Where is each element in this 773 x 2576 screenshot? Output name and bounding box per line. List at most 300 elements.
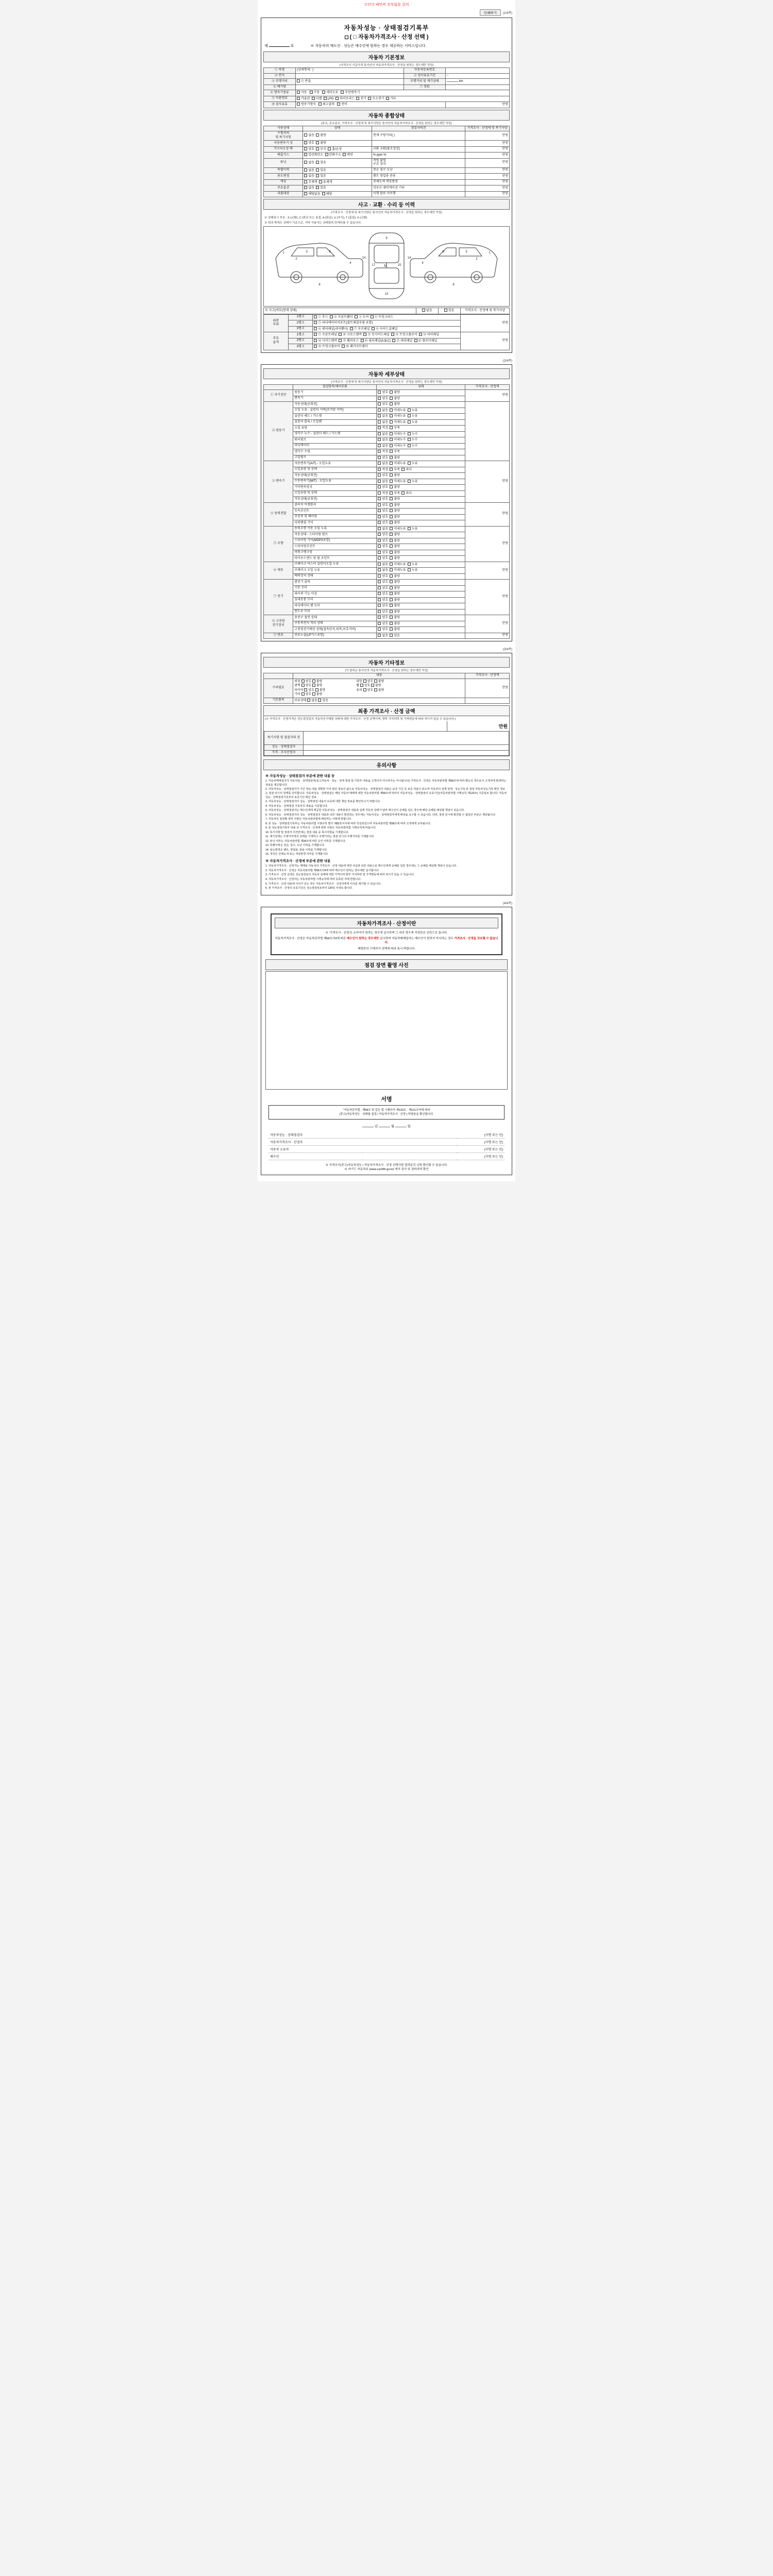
value-baegi[interactable] (296, 84, 404, 90)
checkbox-icon-out2-1[interactable] (350, 327, 353, 330)
checkbox-icon-o0-0-b[interactable] (312, 680, 315, 683)
detail-item-options[interactable] (377, 402, 465, 408)
price-assessor-value[interactable] (304, 750, 509, 756)
checkbox-icon-fuel-6[interactable] (386, 97, 389, 100)
checkbox-icon-d7-2-0[interactable] (378, 628, 381, 631)
checkbox-icon-trans-2[interactable] (322, 91, 325, 94)
checkbox-icon-hs-1[interactable] (318, 103, 322, 106)
checkbox-icon-d1-4-1[interactable] (390, 426, 393, 429)
overall-row-amount[interactable]: 만원 (465, 152, 510, 159)
checkbox-icon-d2-5-2[interactable] (401, 492, 405, 495)
checkbox-icon-d3-0-1[interactable] (390, 503, 393, 506)
detail-item-options[interactable] (377, 490, 465, 497)
detail-item-options[interactable] (377, 455, 465, 461)
detail-group-amount[interactable] (465, 402, 510, 461)
checkbox-icon-d2-5-1[interactable] (390, 492, 393, 495)
other-cell[interactable] (294, 699, 356, 703)
checkbox-icon-ov7-1[interactable] (319, 180, 322, 183)
overall-row-options[interactable] (303, 141, 372, 147)
checkbox-icon[interactable] (345, 36, 348, 39)
checkbox-icon-fuel-4[interactable] (356, 97, 359, 100)
detail-item-options[interactable] (377, 585, 465, 591)
checkbox-icon-fuel-2[interactable] (324, 97, 327, 100)
checkbox-icon-d2-1-0[interactable] (378, 468, 381, 471)
checkbox-icon-out0-1[interactable] (330, 315, 333, 318)
checkbox-icon-o0-1-a[interactable] (363, 680, 366, 683)
checkbox-icon-frm0-4[interactable] (419, 333, 422, 336)
checkbox-icon-ov8-1[interactable] (316, 186, 319, 189)
checkbox-icon-d4-5-1[interactable] (390, 556, 393, 560)
detail-item-options[interactable] (377, 615, 465, 621)
checkbox-icon-out2-2[interactable] (372, 327, 375, 330)
checkbox-icon-o0-1-b[interactable] (374, 680, 377, 683)
checkbox-icon-d6-5-1[interactable] (390, 610, 393, 613)
detail-item-options[interactable] (377, 408, 465, 414)
checkbox-icon-out0-0[interactable] (314, 315, 317, 318)
overall-row-opinion[interactable]: 전손 침수 도난 (372, 167, 465, 174)
checkbox-icon-d2-6-1[interactable] (390, 497, 393, 500)
checkbox-icon-trans-3[interactable] (341, 91, 344, 94)
detail-item-options[interactable] (377, 431, 465, 437)
checkbox-icon-d4-0-1[interactable] (390, 527, 393, 530)
checkbox-icon-d2-1-2[interactable] (401, 468, 405, 471)
detail-item-options[interactable] (377, 443, 465, 449)
panel-items[interactable] (313, 314, 460, 320)
checkbox-icon-fuel-3[interactable] (335, 97, 339, 100)
checkbox-icon-d2-3-1[interactable] (390, 480, 393, 483)
checkbox-icon-d4-2-1[interactable] (390, 539, 393, 542)
checkbox-icon-d2-1-1[interactable] (390, 468, 393, 471)
other-cell[interactable] (356, 688, 418, 693)
value-mile[interactable] (445, 79, 509, 85)
detail-item-options[interactable] (377, 497, 465, 503)
panel-amount[interactable]: 만원 (460, 314, 509, 332)
checkbox-icon-d6-4-1[interactable] (390, 604, 393, 607)
checkbox-icon-d1-0-0[interactable] (378, 402, 381, 405)
checkbox-icon-d6-2-1[interactable] (390, 592, 393, 595)
checkbox-icon-d1-5-2[interactable] (408, 432, 411, 435)
checkbox-icon-d0-1-0[interactable] (378, 397, 381, 400)
checkbox-icon-d1-6-0[interactable] (378, 438, 381, 441)
overall-row-amount[interactable]: 만원 (465, 131, 510, 141)
checkbox-icon-d7-2-1[interactable] (390, 628, 393, 631)
detail-item-options[interactable] (377, 437, 465, 444)
overall-row-amount[interactable]: 만원 (465, 141, 510, 147)
checkbox-icon-d5-0-1[interactable] (390, 563, 393, 566)
overall-row-opinion[interactable] (372, 141, 465, 147)
checkbox-icon-ov4-1[interactable] (316, 161, 319, 164)
checkbox-icon-d4-2-0[interactable] (378, 539, 381, 542)
other-cell[interactable] (356, 684, 418, 688)
print-button[interactable]: 인쇄하기 (480, 9, 501, 16)
final-price-value-row[interactable] (264, 721, 509, 731)
value-regnum[interactable] (445, 68, 509, 74)
checkbox-icon-d1-8-1[interactable] (390, 450, 393, 453)
checkbox-icon-frm0-2[interactable] (363, 333, 366, 336)
checkbox-icon-d1-3-0[interactable] (378, 420, 381, 423)
detail-item-options[interactable] (377, 502, 465, 509)
value-jeongwon[interactable] (445, 84, 509, 90)
value-amount-basic[interactable] (445, 102, 509, 108)
checkbox-icon-d1-9-1[interactable] (390, 456, 393, 459)
other-cell[interactable] (294, 680, 356, 684)
other-cell[interactable] (294, 692, 356, 697)
checkbox-icon-d2-4-1[interactable] (390, 485, 393, 488)
final-price-value[interactable]: 만원 (498, 724, 508, 729)
panel-items[interactable] (313, 320, 460, 327)
checkbox-icon-o0-5-b[interactable] (374, 688, 377, 691)
checkbox-icon-d1-3-2[interactable] (408, 420, 411, 423)
checkbox-icon-juhaeng-1[interactable] (297, 79, 300, 82)
checkbox-icon-o0-3-a[interactable] (360, 684, 363, 687)
checkbox-icon-d1-4-0[interactable] (378, 426, 381, 429)
other-cell[interactable] (294, 684, 356, 688)
panel-items[interactable] (313, 338, 460, 344)
checkbox-icon-d1-3-1[interactable] (390, 420, 393, 423)
checkbox-icon-d7-1-0[interactable] (378, 622, 381, 625)
overall-row-options[interactable] (303, 179, 372, 185)
overall-row-options[interactable] (303, 152, 372, 159)
checkbox-icon-d6-0-0[interactable] (378, 580, 381, 583)
checkbox-icon-d5-0-0[interactable] (378, 563, 381, 566)
checkbox-icon-acc-yes[interactable] (444, 309, 447, 312)
checkbox-icon-d3-3-1[interactable] (390, 521, 393, 524)
detail-item-options[interactable] (377, 568, 465, 574)
overall-row-options[interactable] (303, 146, 372, 152)
checkbox-icon-frm0-0[interactable] (314, 333, 317, 336)
checkbox-icon-d7-0-1[interactable] (390, 616, 393, 619)
checkbox-icon-out0-3[interactable] (371, 315, 374, 318)
overall-row-amount[interactable]: 만원 (465, 191, 510, 197)
checkbox-icon-d4-4-1[interactable] (390, 551, 393, 554)
detail-item-options[interactable] (377, 449, 465, 455)
checkbox-icon-out2-0[interactable] (314, 327, 317, 330)
checkbox-icon-d4-3-1[interactable] (390, 545, 393, 548)
other-row-amount[interactable] (465, 698, 510, 704)
accident-none-row[interactable] (264, 308, 416, 314)
checkbox-icon-ov1-0[interactable] (304, 141, 307, 144)
checkbox-icon-d2-6-0[interactable] (378, 497, 381, 500)
checkbox-icon-o0-3-b[interactable] (371, 684, 374, 687)
checkbox-icon-d1-9-0[interactable] (378, 456, 381, 459)
checkbox-icon-d4-1-0[interactable] (378, 533, 381, 536)
checkbox-icon-o1-0-b[interactable] (318, 699, 321, 702)
detail-item-options[interactable] (377, 597, 465, 603)
checkbox-icon-frm1-0[interactable] (314, 339, 317, 342)
overall-row-opinion[interactable]: 렌트 영업용 관용 (372, 174, 465, 180)
checkbox-icon-frm1-4[interactable] (414, 339, 417, 342)
detail-group-amount[interactable]: 만원 (465, 615, 510, 633)
checkbox-icon-ov2-0[interactable] (304, 147, 307, 150)
overall-row-opinion[interactable]: 전체도색 색상변경 (372, 179, 465, 185)
doc-number-input[interactable] (269, 46, 290, 47)
detail-item-options[interactable] (377, 526, 465, 532)
checkbox-icon-ov2-1[interactable] (316, 147, 319, 150)
checkbox-icon-frm1-1[interactable] (339, 339, 342, 342)
checkbox-icon-d0-1-1[interactable] (390, 397, 393, 400)
overall-row-opinion[interactable]: 현재 수량거리( ) (372, 131, 465, 141)
detail-group-amount[interactable]: 만원 (465, 633, 510, 639)
detail-item-options[interactable] (377, 609, 465, 615)
overall-row-amount[interactable]: 만원 (465, 146, 510, 152)
detail-item-options[interactable] (377, 573, 465, 580)
signature-date-row[interactable] (263, 1120, 510, 1131)
checkbox-icon-frm2-0[interactable] (314, 345, 317, 348)
checkbox-icon-d0-0-1[interactable] (390, 391, 393, 394)
checkbox-icon-o0-2-a[interactable] (301, 684, 305, 687)
checkbox-icon-o0-4-a[interactable] (304, 688, 307, 691)
detail-item-options[interactable] (377, 509, 465, 515)
checkbox-icon-hs-0[interactable] (297, 103, 300, 106)
detail-item-options[interactable] (377, 396, 465, 402)
checkbox-icon-o0-0-a[interactable] (301, 680, 305, 683)
overall-row-amount[interactable]: 만원 (465, 158, 510, 167)
checkbox-icon-d3-1-0[interactable] (378, 509, 381, 512)
checkbox-icon-d2-2-0[interactable] (378, 473, 381, 477)
checkbox-icon-d1-6-2[interactable] (408, 438, 411, 441)
checkbox-icon-d1-6-1[interactable] (390, 438, 393, 441)
checkbox-icon-d5-2-0[interactable] (378, 574, 381, 578)
checkbox-icon-d6-1-0[interactable] (378, 586, 381, 589)
overall-row-opinion[interactable]: % ppm % (372, 152, 465, 159)
other-cell[interactable] (294, 688, 356, 693)
checkbox-icon-d3-2-1[interactable] (390, 515, 393, 518)
checkbox-icon-frm0-1[interactable] (339, 333, 342, 336)
checkbox-icon-ov6-1[interactable] (316, 174, 319, 177)
checkbox-icon-d2-3-2[interactable] (408, 480, 411, 483)
other-cell[interactable] (356, 680, 418, 684)
value-chamyeong[interactable] (296, 68, 404, 74)
checkbox-icon-d1-1-2[interactable] (408, 409, 411, 412)
checkbox-icon-d3-2-0[interactable] (378, 515, 381, 518)
panel-items[interactable] (313, 344, 460, 350)
checkbox-icon-d0-0-0[interactable] (378, 391, 381, 394)
detail-item-options[interactable] (377, 467, 465, 473)
checkbox-icon-d6-3-0[interactable] (378, 598, 381, 601)
checkbox-icon-frm1-3[interactable] (392, 339, 395, 342)
checkbox-icon-d2-4-0[interactable] (378, 485, 381, 488)
detail-item-options[interactable] (377, 627, 465, 633)
checkbox-icon-d4-4-0[interactable] (378, 551, 381, 554)
checkbox-icon-d6-0-1[interactable] (390, 580, 393, 583)
checkbox-icon-d1-1-0[interactable] (378, 409, 381, 412)
detail-group-amount[interactable]: 만원 (465, 461, 510, 503)
checkbox-icon-d4-0-0[interactable] (378, 527, 381, 530)
detail-item-options[interactable] (377, 473, 465, 479)
checkbox-icon-ov1-1[interactable] (316, 141, 319, 144)
detail-item-options[interactable] (377, 544, 465, 550)
signature-row-input[interactable] (363, 1146, 457, 1153)
detail-group-amount[interactable]: 만원 (465, 502, 510, 526)
detail-group-amount[interactable]: 만원 (465, 562, 510, 580)
checkbox-icon-d3-1-1[interactable] (390, 509, 393, 512)
other-row-values[interactable] (293, 698, 465, 704)
checkbox-icon-d1-2-1[interactable] (390, 414, 393, 417)
overall-row-opinion[interactable]: 선루프 내비게이션 기타 (372, 185, 465, 192)
value-yeonsik[interactable] (296, 73, 404, 79)
overall-row-opinion[interactable]: 적법 불법 구조 장치 (372, 158, 465, 167)
detail-group-amount[interactable]: 만원 (465, 580, 510, 615)
checkbox-icon-d7-1-1[interactable] (390, 622, 393, 625)
checkbox-icon-o0-6-a[interactable] (301, 692, 305, 696)
price-inspector-value[interactable] (304, 745, 509, 751)
checkbox-icon-d2-0-0[interactable] (378, 462, 381, 465)
checkbox-icon-d1-5-0[interactable] (378, 432, 381, 435)
checkbox-icon-d6-1-1[interactable] (390, 586, 393, 589)
detail-item-options[interactable] (377, 426, 465, 432)
checkbox-icon-d2-2-1[interactable] (390, 473, 393, 477)
checkbox-icon-d1-8-0[interactable] (378, 450, 381, 453)
checkbox-icon-d3-3-0[interactable] (378, 521, 381, 524)
checkbox-icon-ov3-2[interactable] (343, 153, 346, 156)
detail-item-options[interactable] (377, 603, 465, 609)
checkbox-icon-fuel-1[interactable] (312, 97, 315, 100)
checkbox-icon-acc-none[interactable] (422, 309, 425, 312)
photo-area[interactable] (265, 971, 508, 1090)
checkbox-icon-d1-7-1[interactable] (390, 444, 393, 447)
detail-item-options[interactable] (377, 532, 465, 538)
checkbox-icon-out1-0[interactable] (314, 321, 317, 324)
checkbox-icon-o1-0-a[interactable] (307, 699, 310, 702)
overall-row-options[interactable] (303, 131, 372, 141)
checkbox-icon-o0-6-b[interactable] (312, 692, 315, 696)
detail-item-options[interactable] (377, 591, 465, 598)
checkbox-icon-frm2-1[interactable] (342, 345, 345, 348)
checkbox-icon-d1-7-2[interactable] (408, 444, 411, 447)
overall-row-amount[interactable]: 만원 (465, 174, 510, 180)
checkbox-icon-fuel-5[interactable] (368, 97, 371, 100)
checkbox-icon-ov5-0[interactable] (304, 168, 307, 172)
checkbox-icon-o0-5-a[interactable] (363, 688, 366, 691)
checkbox-icon-d3-0-0[interactable] (378, 503, 381, 506)
checkbox-icon-d6-2-0[interactable] (378, 592, 381, 595)
checkbox-icon-d1-0-1[interactable] (390, 402, 393, 405)
accident-none-opt[interactable]: 없음 (416, 308, 438, 314)
detail-item-options[interactable] (377, 514, 465, 520)
detail-group-amount[interactable]: 만원 (465, 526, 510, 562)
panel-items[interactable] (313, 332, 460, 338)
value-geomsa[interactable]: ~ (445, 73, 509, 79)
overall-row-options[interactable] (303, 191, 372, 197)
value-byeonsok[interactable] (296, 90, 510, 96)
signature-row-input[interactable] (363, 1153, 457, 1160)
panel-amount[interactable]: 만원 (460, 332, 509, 350)
checkbox-icon-ov3-0[interactable] (304, 153, 307, 156)
checkbox-icon-o0-2-b[interactable] (312, 684, 315, 687)
checkbox-icon-d1-2-2[interactable] (408, 414, 411, 417)
checkbox-icon-d5-1-2[interactable] (408, 568, 411, 571)
checkbox-icon-d4-0-2[interactable] (408, 527, 411, 530)
checkbox-icon-d2-0-2[interactable] (408, 462, 411, 465)
signature-row-input[interactable] (363, 1131, 457, 1139)
checkbox-icon-fuel-0[interactable] (297, 97, 300, 100)
checkbox-icon-d5-2-1[interactable] (390, 574, 393, 578)
detail-item-options[interactable] (377, 538, 465, 544)
checkbox-icon-ov9-1[interactable] (322, 192, 325, 195)
overall-row-options[interactable] (303, 158, 372, 167)
checkbox-icon-d2-3-0[interactable] (378, 480, 381, 483)
checkbox-icon-o0-4-b[interactable] (315, 688, 318, 691)
checkbox-icon-d1-7-0[interactable] (378, 444, 381, 447)
checkbox-icon-d5-0-2[interactable] (408, 563, 411, 566)
detail-item-options[interactable] (377, 390, 465, 396)
value-juhaeng[interactable] (296, 79, 404, 85)
detail-item-options[interactable] (377, 461, 465, 467)
checkbox-icon-d7-0-0[interactable] (378, 616, 381, 619)
overall-row-opinion[interactable]: 교환 교환(불조정장) (372, 146, 465, 152)
detail-item-options[interactable] (377, 414, 465, 420)
checkbox-icon-d4-3-0[interactable] (378, 545, 381, 548)
overall-row-options[interactable] (303, 167, 372, 174)
car-diagram-area[interactable] (265, 228, 508, 305)
car-diagram[interactable] (263, 226, 510, 307)
overall-row-amount[interactable]: 만원 (465, 179, 510, 185)
checkbox-icon-ov2-2[interactable] (328, 147, 331, 150)
checkbox-icon-ov9-0[interactable] (304, 192, 307, 195)
checkbox-icon-ov4-0[interactable] (304, 161, 307, 164)
price-remarks-value[interactable] (304, 732, 509, 745)
detail-item-options[interactable] (377, 633, 465, 639)
accident-yes-opt[interactable]: 있음 (438, 308, 460, 314)
checkbox-icon-d4-1-1[interactable] (390, 533, 393, 536)
checkbox-icon-ov5-1[interactable] (316, 168, 319, 172)
checkbox-icon-frm1-2[interactable] (361, 339, 364, 342)
checkbox-icon-ov0-1[interactable] (316, 133, 319, 137)
detail-item-options[interactable] (377, 479, 465, 485)
overall-row-amount[interactable]: 만원 (465, 167, 510, 174)
checkbox-icon-d8-0-1[interactable] (390, 634, 393, 637)
overall-row-options[interactable] (303, 174, 372, 180)
value-yeonryo[interactable] (296, 96, 510, 102)
checkbox-icon-trans-0[interactable] (297, 91, 300, 94)
checkbox-icon-ov7-0[interactable] (304, 180, 307, 183)
checkbox-icon-d5-1-1[interactable] (390, 568, 393, 571)
detail-item-options[interactable] (377, 485, 465, 491)
checkbox-icon-frm0-3[interactable] (391, 333, 394, 336)
checkbox-icon-d2-5-0[interactable] (378, 492, 381, 495)
checkbox-icon-d8-0-0[interactable] (378, 634, 381, 637)
detail-item-options[interactable] (377, 550, 465, 556)
detail-item-options[interactable] (377, 520, 465, 527)
panel-items[interactable] (313, 326, 460, 332)
checkbox-icon-out0-2[interactable] (355, 315, 358, 318)
checkbox-icon-d5-1-0[interactable] (378, 568, 381, 571)
checkbox-icon-d6-4-0[interactable] (378, 604, 381, 607)
detail-item-options[interactable] (377, 562, 465, 568)
checkbox-icon-ov3-1[interactable] (325, 153, 328, 156)
checkbox-icon-d4-5-0[interactable] (378, 556, 381, 560)
detail-item-options[interactable] (377, 556, 465, 562)
checkbox-icon-d6-5-0[interactable] (378, 610, 381, 613)
checkbox-icon-d1-5-1[interactable] (390, 432, 393, 435)
detail-item-options[interactable] (377, 621, 465, 627)
checkbox-icon-ov6-0[interactable] (304, 174, 307, 177)
detail-item-options[interactable] (377, 580, 465, 586)
detail-item-options[interactable] (377, 419, 465, 426)
overall-row-amount[interactable]: 만원 (465, 185, 510, 192)
checkbox-icon-d1-1-1[interactable] (390, 409, 393, 412)
checkbox-icon-d1-2-0[interactable] (378, 414, 381, 417)
signature-row-input[interactable] (363, 1139, 457, 1146)
checkbox-icon-trans-1[interactable] (310, 91, 313, 94)
checkbox-icon-d2-0-1[interactable] (390, 462, 393, 465)
detail-group-amount[interactable]: 만원 (465, 390, 510, 402)
overall-row-opinion[interactable]: 이행 완료 미이행 (372, 191, 465, 197)
value-hyeongsik[interactable] (296, 102, 446, 108)
checkbox-icon-hs-2[interactable] (337, 103, 340, 106)
checkbox-icon-ov8-0[interactable] (304, 186, 307, 189)
overall-row-options[interactable] (303, 185, 372, 192)
